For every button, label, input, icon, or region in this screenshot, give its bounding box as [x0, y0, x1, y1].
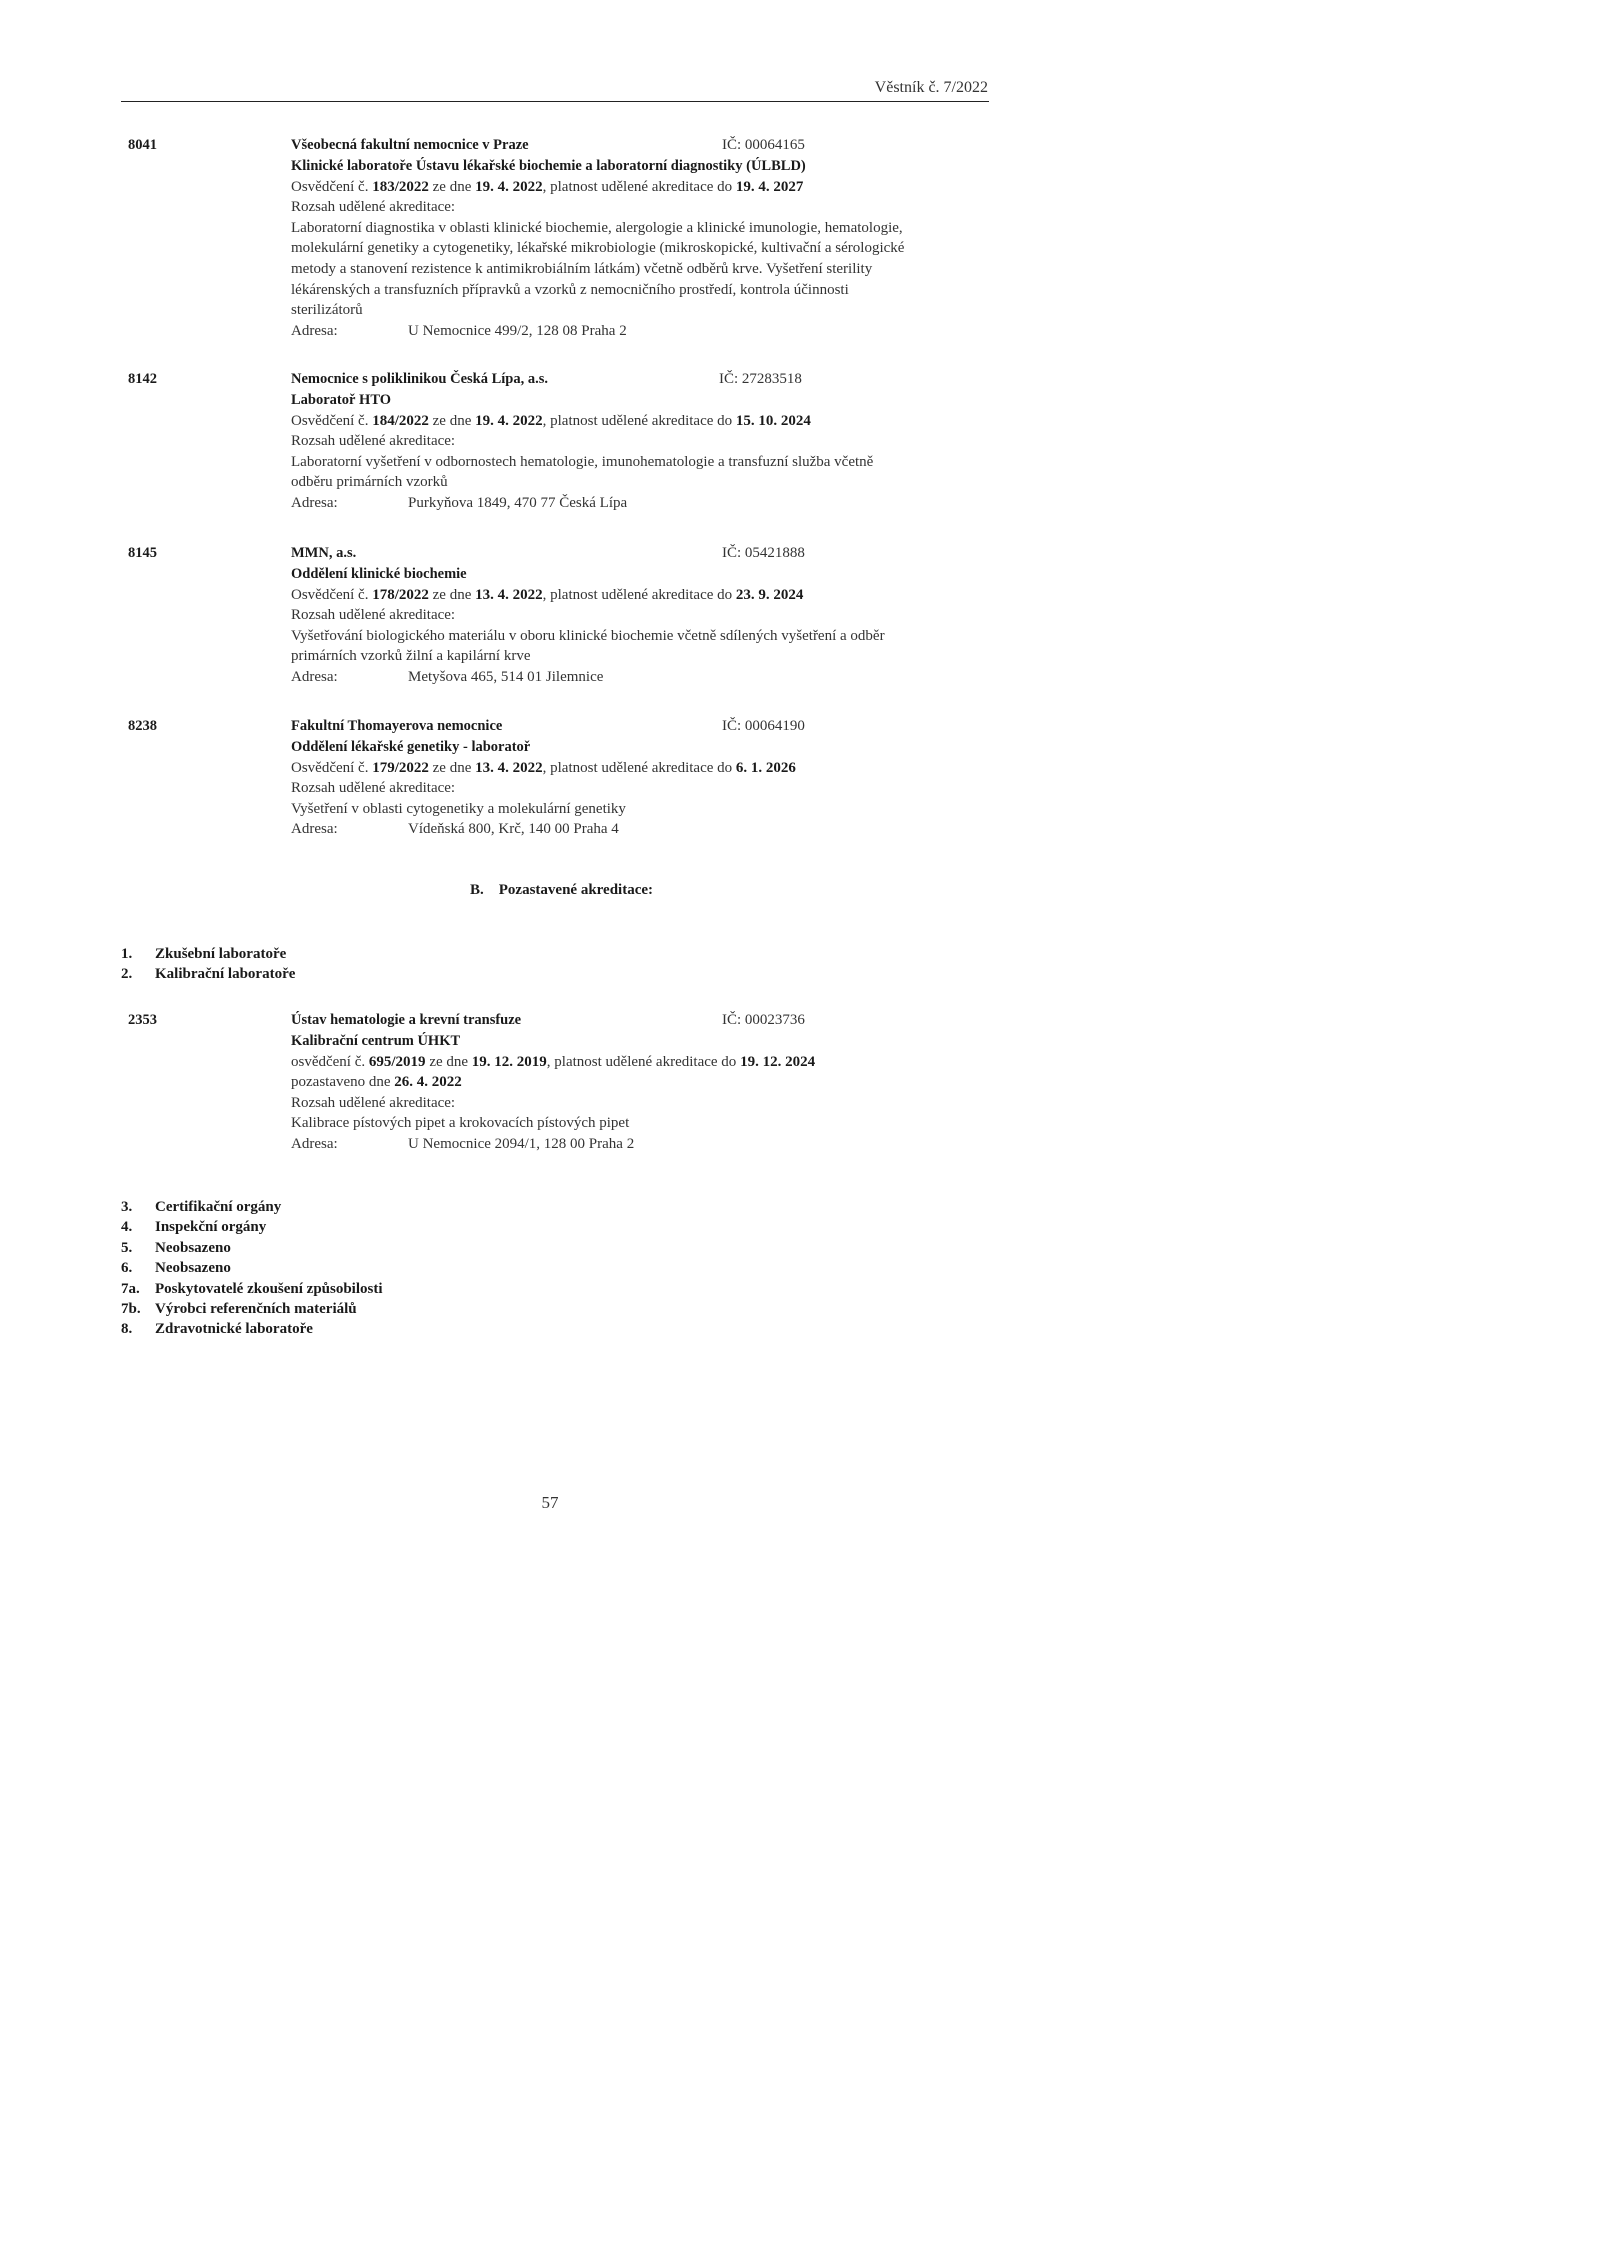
entry-certificate: Osvědčení č. 178/2022 ze dne 13. 4. 2022, platnost udělené akreditace do 23. 9. 2024: [291, 586, 804, 603]
entry-ico: IČ: 00064190: [722, 718, 805, 734]
entry-number: 8145: [128, 545, 157, 561]
list-item: 2. Kalibrační laboratoře: [121, 966, 296, 983]
page-number: 57: [541, 1493, 559, 1512]
list-item: 5. Neobsazeno: [121, 1239, 231, 1256]
entry-scope-label: Rozsah udělené akreditace:: [291, 1094, 456, 1111]
entry-scope-line: primárních vzorků žilní a kapilární krve: [291, 648, 531, 665]
entry-address: Adresa: Purkyňova 1849, 470 77 Česká Lípa: [291, 494, 628, 511]
entry-certificate: Osvědčení č. 183/2022 ze dne 19. 4. 2022, platnost udělené akreditace do 19. 4. 2027: [291, 178, 804, 195]
entry-department: Laboratoř HTO: [291, 392, 392, 408]
entry-scope-line: Kalibrace pístových pipet a krokovacích pístových pipet: [291, 1115, 630, 1132]
entry-address: Adresa: Metyšova 465, 514 01 Jilemnice: [291, 668, 604, 685]
entry-ico: IČ: 05421888: [722, 545, 805, 561]
entry-scope-line: Vyšetření v oblasti cytogenetiky a molekulární genetiky: [291, 800, 626, 817]
entry-certificate: osvědčení č. 695/2019 ze dne 19. 12. 2019, platnost udělené akreditace do 19. 12. 2024: [291, 1053, 816, 1070]
entry-department: Kalibrační centrum ÚHKT: [291, 1033, 461, 1049]
entry-scope-label: Rozsah udělené akreditace:: [291, 607, 456, 624]
category-list: [121, 944, 295, 985]
entry-scope-line: sterilizátorů: [291, 302, 363, 319]
entry-scope-line: metody a stanovení rezistence k antimikrobiálním látkám) včetně odběrů krve. Vyšetření sterility: [291, 260, 873, 277]
entry-number: 2353: [128, 1012, 157, 1028]
entry-address: Adresa: U Nemocnice 2094/1, 128 00 Praha 2: [291, 1135, 635, 1152]
entry-scope-line: odběru primárních vzorků: [291, 474, 448, 491]
list-item: 3. Certifikační orgány: [121, 1199, 282, 1215]
list-item: 6. Neobsazeno: [121, 1260, 231, 1277]
entry-address: Adresa: Vídeňská 800, Krč, 140 00 Praha 4: [291, 821, 619, 838]
entry-certificate: Osvědčení č. 179/2022 ze dne 13. 4. 2022, platnost udělené akreditace do 6. 1. 2026: [291, 759, 796, 776]
entry-scope-line: lékárenských a transfuzních přípravků a vzorků z nemocničního prostředí, kontrola účinnosti: [291, 281, 849, 298]
entry-organization: Fakultní Thomayerova nemocnice: [291, 718, 503, 734]
entry-number: 8142: [128, 371, 157, 387]
entry-scope-label: Rozsah udělené akreditace:: [291, 780, 456, 797]
list-item: 4. Inspekční orgány: [121, 1219, 267, 1236]
list-item: 7a. Poskytovatelé zkoušení způsobilosti: [121, 1280, 383, 1297]
entry-scope-line: Laboratorní vyšetření v odbornostech hematologie, imunohematologie a transfuzní služba včetně: [291, 453, 874, 470]
list-item: 7b. Výrobci referenčních materiálů: [121, 1301, 357, 1318]
section-heading: B. Pozastavené akreditace:: [470, 882, 654, 898]
category-list: [121, 1197, 383, 1340]
list-item: 8. Zdravotnické laboratoře: [121, 1321, 313, 1338]
entry-scope-label: Rozsah udělené akreditace:: [291, 433, 456, 450]
list-item: 1. Zkušební laboratoře: [121, 946, 287, 962]
entry-number: 8238: [128, 718, 157, 734]
entry-organization: Všeobecná fakultní nemocnice v Praze: [291, 137, 529, 153]
header-rule: [121, 101, 989, 102]
entry-scope-line: Vyšetřování biologického materiálu v oboru klinické biochemie včetně sdílených vyšetření a odběr: [291, 627, 885, 644]
entry-department: Klinické laboratoře Ústavu lékařské biochemie a laboratorní diagnostiky (ÚLBLD): [291, 158, 806, 174]
entry-scope-line: Laboratorní diagnostika v oblasti klinické biochemie, alergologie a klinické imunologie, hematologie,: [291, 219, 903, 236]
page-header-title: Věstník č. 7/2022: [874, 79, 988, 96]
entry-scope-line: molekulární genetiky a cytogenetiky, lékařské mikrobiologie (mikroskopické, kultivační a sérologické: [291, 240, 905, 257]
entry-scope-label: Rozsah udělené akreditace:: [291, 199, 456, 216]
entry-address: Adresa: U Nemocnice 499/2, 128 08 Praha 2: [291, 322, 627, 339]
entry-organization: Nemocnice s poliklinikou Česká Lípa, a.s.: [291, 371, 549, 387]
entry-department: Oddělení lékařské genetiky - laboratoř: [291, 739, 531, 755]
entry-ico: IČ: 00023736: [722, 1012, 805, 1028]
entry-organization: MMN, a.s.: [291, 545, 357, 561]
entry-certificate: Osvědčení č. 184/2022 ze dne 19. 4. 2022, platnost udělené akreditace do 15. 10. 2024: [291, 412, 811, 429]
entry-number: 8041: [128, 137, 157, 153]
entry-ico: IČ: 27283518: [719, 371, 802, 387]
entry-department: Oddělení klinické biochemie: [291, 566, 467, 582]
entry-ico: IČ: 00064165: [722, 137, 805, 153]
entry-organization: Ústav hematologie a krevní transfuze: [291, 1012, 522, 1028]
entry-suspended-date: pozastaveno dne 26. 4. 2022: [291, 1074, 462, 1091]
